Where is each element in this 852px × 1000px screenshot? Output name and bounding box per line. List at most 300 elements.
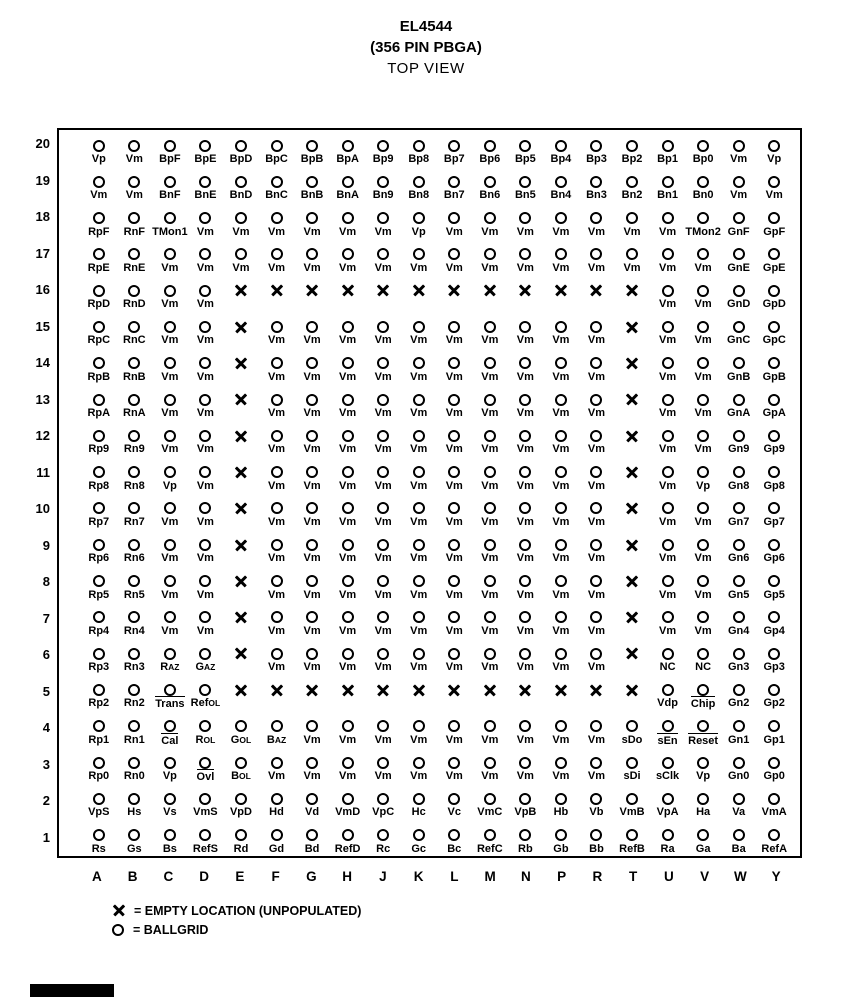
ball-icon bbox=[413, 321, 425, 333]
pin-label-inner bbox=[728, 442, 749, 456]
pin-label-text: Vm bbox=[445, 624, 463, 637]
ball-icon bbox=[519, 357, 531, 369]
symbol-wrap bbox=[306, 683, 319, 696]
ball-icon bbox=[590, 466, 602, 478]
ball-icon bbox=[342, 321, 354, 333]
ball-icon bbox=[93, 466, 105, 478]
pin-label-text: Vm bbox=[339, 624, 357, 637]
pin-label-inner bbox=[446, 588, 463, 602]
ball-icon bbox=[306, 793, 318, 805]
symbol-wrap bbox=[164, 502, 176, 515]
pin-cell-K2 bbox=[401, 783, 437, 819]
symbol-wrap bbox=[662, 466, 674, 479]
pin-label bbox=[194, 188, 216, 202]
ball-icon bbox=[697, 321, 709, 333]
pin-label-inner bbox=[339, 624, 356, 638]
empty-x-icon bbox=[626, 357, 639, 370]
symbol-wrap bbox=[448, 538, 460, 551]
row-number-13: 13 bbox=[35, 391, 50, 407]
empty-x-icon bbox=[377, 284, 390, 297]
pin-label-inner bbox=[88, 225, 109, 239]
pin-label-text: Rd bbox=[233, 842, 249, 855]
ball-icon bbox=[555, 248, 567, 260]
ball-icon bbox=[164, 176, 176, 188]
pin-label-inner bbox=[304, 333, 321, 347]
ball-icon bbox=[555, 720, 567, 732]
symbol-wrap bbox=[733, 284, 745, 297]
pin-label-inner bbox=[92, 842, 106, 856]
pin-label bbox=[552, 551, 569, 565]
pin-label-overline bbox=[688, 733, 718, 748]
symbol-wrap bbox=[626, 357, 639, 370]
pin-cell-W9 bbox=[721, 529, 757, 565]
pin-label bbox=[88, 769, 109, 783]
pin-label-text: Vm bbox=[552, 370, 570, 383]
symbol-wrap bbox=[590, 393, 602, 406]
pin-label-inner bbox=[339, 261, 356, 275]
pin-label bbox=[763, 406, 786, 420]
ball-icon bbox=[590, 430, 602, 442]
pin-label-text: Vm bbox=[445, 661, 463, 674]
pin-label bbox=[552, 333, 569, 347]
pin-label bbox=[763, 225, 785, 239]
pin-cell-Y3 bbox=[756, 747, 792, 783]
empty-x-icon bbox=[270, 284, 283, 297]
pin-label-inner bbox=[410, 660, 427, 674]
pin-label-text: Vm bbox=[694, 515, 712, 528]
pin-label-inner bbox=[446, 624, 463, 638]
pin-cell-B10 bbox=[117, 493, 153, 529]
empty-cell-G5 bbox=[294, 674, 330, 710]
pin-cell-V15 bbox=[685, 311, 721, 347]
pin-cell-J1 bbox=[365, 820, 401, 856]
empty-cell-R5 bbox=[579, 674, 615, 710]
grid-row-14 bbox=[81, 348, 792, 384]
symbol-wrap bbox=[93, 683, 105, 696]
pin-label bbox=[728, 515, 749, 529]
pin-label-text: Rn3 bbox=[123, 661, 145, 674]
symbol-wrap bbox=[590, 538, 602, 551]
column-letter-Y: Y bbox=[771, 869, 781, 884]
pin-cell-G1 bbox=[294, 820, 330, 856]
pin-cell-N11 bbox=[508, 457, 544, 493]
symbol-wrap bbox=[413, 139, 425, 152]
ball-icon bbox=[377, 575, 389, 587]
pin-cell-C20 bbox=[152, 130, 188, 166]
empty-x-icon bbox=[341, 284, 354, 297]
pin-label bbox=[88, 515, 109, 529]
symbol-wrap bbox=[519, 683, 532, 696]
pin-label-inner bbox=[727, 370, 750, 384]
ball-icon bbox=[626, 793, 638, 805]
pin-label-text: Vb bbox=[589, 806, 604, 819]
pin-cell-Y16 bbox=[756, 275, 792, 311]
ball-icon bbox=[697, 466, 709, 478]
pin-label-inner bbox=[376, 842, 390, 856]
pin-label-text: Bd bbox=[304, 842, 320, 855]
part-number: EL4544 bbox=[399, 18, 453, 35]
ball-icon bbox=[590, 357, 602, 369]
empty-cell-T14 bbox=[614, 348, 650, 384]
pin-label-inner bbox=[123, 333, 146, 347]
ball-icon bbox=[128, 176, 140, 188]
pin-label bbox=[304, 515, 321, 529]
pin-label-inner bbox=[761, 842, 787, 856]
pin-cell-G4 bbox=[294, 711, 330, 747]
pin-cell-L8 bbox=[436, 566, 472, 602]
symbol-wrap bbox=[590, 502, 602, 515]
pin-label-text: Bp7 bbox=[443, 153, 465, 165]
ball-icon bbox=[733, 357, 745, 369]
symbol-wrap bbox=[306, 611, 318, 624]
ball-icon bbox=[697, 757, 709, 769]
pin-label bbox=[123, 297, 146, 311]
pin-label-text: Gp7 bbox=[763, 515, 785, 528]
pin-label-text: Bn0 bbox=[692, 189, 714, 202]
ball-icon bbox=[128, 720, 140, 732]
pin-label-inner bbox=[268, 479, 285, 493]
pin-cell-G14 bbox=[294, 348, 330, 384]
pin-label-text: Ref bbox=[190, 697, 209, 710]
pin-cell-R10 bbox=[579, 493, 615, 529]
pin-label bbox=[161, 333, 178, 347]
pin-label-text: Bn4 bbox=[550, 189, 572, 202]
empty-cell-P16 bbox=[543, 275, 579, 311]
pin-cell-V13 bbox=[685, 384, 721, 420]
pin-cell-E1 bbox=[223, 820, 259, 856]
symbol-wrap bbox=[412, 284, 425, 297]
pin-label-text: sEn bbox=[657, 734, 678, 747]
pin-label-text: GnD bbox=[727, 298, 751, 311]
pin-label bbox=[728, 733, 749, 747]
symbol-wrap bbox=[271, 212, 283, 225]
empty-cell-E16 bbox=[223, 275, 259, 311]
pin-label-text: RefD bbox=[334, 842, 361, 855]
ball-icon bbox=[93, 829, 105, 841]
empty-x-icon bbox=[626, 393, 639, 406]
pin-label-text: Gp9 bbox=[763, 443, 785, 456]
ball-icon bbox=[235, 829, 247, 841]
pin-label-text: Vm bbox=[339, 770, 357, 783]
pin-label bbox=[161, 442, 178, 456]
ball-icon bbox=[342, 793, 354, 805]
pin-cell-F8 bbox=[259, 566, 295, 602]
pin-label bbox=[124, 769, 145, 783]
symbol-wrap bbox=[199, 139, 211, 152]
pin-label-text: Vm bbox=[303, 588, 321, 601]
pin-label bbox=[161, 515, 178, 529]
pin-label bbox=[161, 588, 178, 602]
pin-label bbox=[126, 152, 143, 166]
symbol-wrap bbox=[234, 611, 247, 624]
pin-label-inner bbox=[619, 842, 645, 856]
pin-cell-C2 bbox=[152, 783, 188, 819]
symbol-wrap bbox=[164, 284, 176, 297]
ball-icon bbox=[484, 720, 496, 732]
empty-cell-H16 bbox=[330, 275, 366, 311]
pin-label-text: Vm bbox=[765, 189, 783, 202]
pin-cell-L1 bbox=[436, 820, 472, 856]
pin-label-inner bbox=[763, 370, 786, 384]
pin-label-inner bbox=[193, 805, 217, 819]
pin-label-text: Vm bbox=[303, 407, 321, 420]
pin-label-text: Vm bbox=[339, 225, 357, 238]
pin-label-text: Bn3 bbox=[586, 189, 607, 202]
pin-label-inner bbox=[231, 769, 251, 783]
pin-label-inner bbox=[268, 624, 285, 638]
pin-label-text: Vm bbox=[552, 334, 570, 347]
pin-label-sub: AZ bbox=[274, 734, 287, 745]
symbol-wrap bbox=[697, 792, 709, 805]
symbol-wrap bbox=[271, 175, 283, 188]
pin-cell-D15 bbox=[188, 311, 224, 347]
pin-label-text: RpA bbox=[87, 407, 111, 420]
ball-icon bbox=[519, 430, 531, 442]
pin-cell-G20 bbox=[294, 130, 330, 166]
symbol-wrap bbox=[306, 175, 318, 188]
pin-label bbox=[517, 406, 534, 420]
pin-label-text: Vm bbox=[445, 770, 463, 783]
pin-label bbox=[161, 370, 178, 384]
pin-label bbox=[693, 152, 714, 166]
symbol-wrap bbox=[164, 139, 176, 152]
pin-label-inner bbox=[517, 515, 534, 529]
pin-label-inner bbox=[552, 442, 569, 456]
column-letter-T: T bbox=[629, 869, 638, 884]
pin-label-inner bbox=[301, 152, 324, 166]
pin-label-inner bbox=[304, 370, 321, 384]
pin-label-text: Vm bbox=[659, 588, 677, 601]
pin-label bbox=[268, 769, 285, 783]
pin-label bbox=[619, 842, 645, 856]
pin-label bbox=[623, 769, 640, 783]
pin-cell-A6 bbox=[81, 638, 117, 674]
ball-icon bbox=[199, 684, 211, 696]
pin-label bbox=[304, 225, 321, 239]
pin-label-inner bbox=[191, 696, 221, 710]
pin-cell-K7 bbox=[401, 602, 437, 638]
symbol-wrap bbox=[484, 320, 496, 333]
pin-cell-B20 bbox=[117, 130, 153, 166]
symbol-wrap bbox=[128, 429, 140, 442]
ball-icon bbox=[662, 285, 674, 297]
pin-label-text: Vm bbox=[339, 661, 357, 674]
pin-label bbox=[373, 152, 394, 166]
pin-label bbox=[695, 660, 711, 674]
pin-cell-W5 bbox=[721, 674, 757, 710]
ball-icon bbox=[93, 793, 105, 805]
pin-label-text: Chip bbox=[690, 698, 716, 711]
pin-label-text: Vm bbox=[374, 479, 392, 492]
pin-cell-J10 bbox=[365, 493, 401, 529]
pin-label-inner bbox=[88, 588, 109, 602]
symbol-wrap bbox=[306, 829, 318, 842]
ball-icon bbox=[484, 140, 496, 152]
pin-cell-G12 bbox=[294, 420, 330, 456]
symbol-wrap bbox=[377, 647, 389, 660]
symbol-wrap bbox=[377, 320, 389, 333]
empty-cell-G16 bbox=[294, 275, 330, 311]
symbol-wrap bbox=[662, 720, 674, 733]
pin-cell-P4 bbox=[543, 711, 579, 747]
ball-icon bbox=[733, 829, 745, 841]
symbol-wrap bbox=[733, 320, 745, 333]
ball-icon bbox=[93, 684, 105, 696]
pin-label-inner bbox=[764, 660, 785, 674]
pin-label bbox=[479, 188, 500, 202]
pin-cell-P1 bbox=[543, 820, 579, 856]
symbol-wrap bbox=[93, 248, 105, 261]
pin-cell-T4 bbox=[614, 711, 650, 747]
pin-label bbox=[589, 842, 604, 856]
symbol-wrap bbox=[377, 284, 390, 297]
pin-label-text: Vm bbox=[481, 261, 499, 274]
pin-cell-M18 bbox=[472, 203, 508, 239]
ball-icon bbox=[555, 793, 567, 805]
pin-label-text: Cal bbox=[161, 734, 179, 747]
ball-icon bbox=[164, 720, 176, 732]
pin-label-inner bbox=[375, 370, 392, 384]
pin-label-inner bbox=[695, 624, 712, 638]
pin-label-text: G bbox=[195, 661, 205, 674]
pin-label bbox=[124, 660, 145, 674]
ball-icon bbox=[448, 248, 460, 260]
pin-label-inner bbox=[412, 805, 426, 819]
ball-icon bbox=[662, 539, 674, 551]
pin-label-text: Rp0 bbox=[88, 770, 110, 783]
symbol-wrap bbox=[448, 466, 460, 479]
pin-label bbox=[410, 588, 427, 602]
pin-label bbox=[481, 225, 498, 239]
pin-cell-B4 bbox=[117, 711, 153, 747]
pin-label bbox=[657, 188, 678, 202]
pin-label-inner bbox=[373, 152, 394, 166]
symbol-wrap bbox=[484, 611, 496, 624]
ball-icon bbox=[128, 575, 140, 587]
pin-cell-A20 bbox=[81, 130, 117, 166]
grid-row-16 bbox=[81, 275, 792, 311]
pin-label-text: Vm bbox=[196, 443, 214, 456]
ball-icon bbox=[448, 611, 460, 623]
ball-icon bbox=[733, 466, 745, 478]
ball-icon bbox=[93, 394, 105, 406]
pin-label-text: Vm bbox=[659, 407, 677, 420]
pin-label-text: VpC bbox=[372, 806, 395, 819]
pin-cell-Y15 bbox=[756, 311, 792, 347]
symbol-wrap bbox=[519, 792, 531, 805]
pin-label-text: Vm bbox=[516, 370, 534, 383]
pin-label bbox=[265, 188, 288, 202]
pin-label bbox=[695, 442, 712, 456]
ball-icon bbox=[342, 648, 354, 660]
ball-icon bbox=[342, 611, 354, 623]
pin-cell-W15 bbox=[721, 311, 757, 347]
pin-label bbox=[588, 588, 605, 602]
pin-label-inner bbox=[124, 696, 145, 710]
symbol-wrap bbox=[768, 829, 780, 842]
pin-label-overline bbox=[155, 696, 184, 711]
pin-label bbox=[695, 261, 712, 275]
pin-label-text: Rn0 bbox=[123, 770, 145, 783]
pin-label-inner bbox=[446, 660, 463, 674]
symbol-wrap bbox=[377, 175, 389, 188]
pin-cell-R13 bbox=[579, 384, 615, 420]
symbol-wrap bbox=[484, 720, 496, 733]
empty-x-icon bbox=[234, 683, 247, 696]
symbol-wrap bbox=[377, 683, 390, 696]
symbol-wrap bbox=[590, 139, 602, 152]
ball-icon bbox=[377, 248, 389, 260]
pin-cell-T19 bbox=[614, 166, 650, 202]
pin-label bbox=[196, 733, 216, 747]
pin-label bbox=[304, 333, 321, 347]
pin-cell-G8 bbox=[294, 566, 330, 602]
ball-icon bbox=[199, 611, 211, 623]
pin-label-inner bbox=[123, 406, 146, 420]
pin-label-text: Vm bbox=[339, 443, 357, 456]
pin-label bbox=[730, 188, 747, 202]
pin-cell-M4 bbox=[472, 711, 508, 747]
pin-label-inner bbox=[124, 551, 145, 565]
pin-label-text: Vp bbox=[696, 479, 711, 492]
row-number-16: 16 bbox=[35, 282, 50, 297]
pin-label bbox=[446, 515, 463, 529]
pin-label-text: Vm bbox=[694, 261, 712, 274]
empty-x-icon bbox=[341, 683, 354, 696]
pin-label-inner bbox=[197, 406, 214, 420]
pin-label-text: Vm bbox=[303, 515, 321, 528]
ball-icon bbox=[199, 539, 211, 551]
pin-label-inner bbox=[553, 842, 568, 856]
pin-label bbox=[197, 297, 214, 311]
pin-label bbox=[622, 188, 643, 202]
pin-cell-L13 bbox=[436, 384, 472, 420]
pin-cell-G15 bbox=[294, 311, 330, 347]
pin-label-text: Vm bbox=[196, 334, 214, 347]
symbol-wrap bbox=[306, 139, 318, 152]
pin-cell-N18 bbox=[508, 203, 544, 239]
empty-x-icon bbox=[234, 538, 247, 551]
empty-cell-T16 bbox=[614, 275, 650, 311]
symbol-wrap bbox=[93, 357, 105, 370]
ball-icon bbox=[413, 539, 425, 551]
pin-label-text: Vm bbox=[659, 515, 677, 528]
pin-label bbox=[161, 406, 178, 420]
pin-label-inner bbox=[552, 261, 569, 275]
pin-label-text: Vm bbox=[445, 552, 463, 565]
empty-cell-M5 bbox=[472, 674, 508, 710]
column-letter-D: D bbox=[199, 869, 209, 884]
symbol-wrap bbox=[590, 611, 602, 624]
pin-label-inner bbox=[623, 261, 640, 275]
pin-label-inner bbox=[161, 515, 178, 529]
pin-label-text: Vm bbox=[445, 443, 463, 456]
ball-icon bbox=[164, 248, 176, 260]
pin-label-text: Rn9 bbox=[123, 443, 145, 456]
pin-label-inner bbox=[764, 769, 785, 783]
empty-cell-E5 bbox=[223, 674, 259, 710]
empty-cell-T7 bbox=[614, 602, 650, 638]
grid-row-12 bbox=[81, 420, 792, 456]
pin-label-text: Vm bbox=[445, 334, 463, 347]
pin-label-inner bbox=[764, 588, 785, 602]
pin-label bbox=[481, 261, 498, 275]
ball-icon bbox=[555, 648, 567, 660]
pin-label-text: Vm bbox=[267, 407, 286, 420]
pin-label bbox=[448, 805, 461, 819]
symbol-wrap bbox=[697, 393, 709, 406]
pin-label bbox=[659, 297, 676, 311]
